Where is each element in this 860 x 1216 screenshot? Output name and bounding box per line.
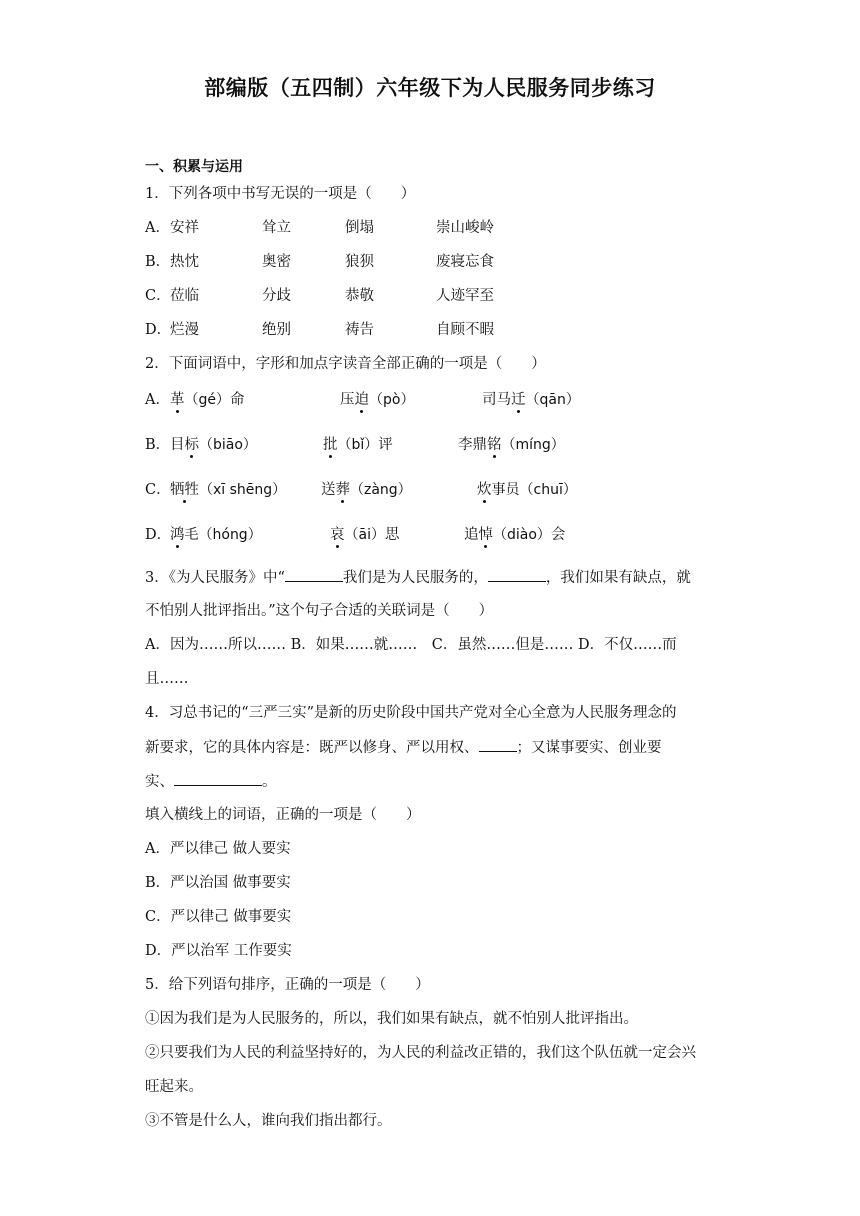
dotted-character: 批 (323, 437, 338, 453)
page-title: 部编版（五四制）六年级下为人民服务同步练习 (204, 76, 656, 100)
dotted-character: 铭 (487, 437, 502, 453)
fill-blank (285, 567, 343, 582)
option-word: 祷告 (345, 322, 374, 338)
pinyin-item: 李鼎铭（míng） (458, 437, 565, 453)
option-word: 热忱 (170, 254, 199, 270)
option-word: 奥密 (262, 254, 291, 270)
option-label: C． (145, 288, 171, 304)
question-5-sentence-2: ②只要我们为人民的利益坚持好的，为人民的利益改正错的，我们这个队伍就一定会兴 (145, 1045, 696, 1061)
question-4-option-b: B．严以治国 做事要实 (145, 875, 291, 891)
dotted-character: 鸿 (170, 527, 185, 543)
option-word: 狼狈 (345, 254, 374, 270)
option-word: 莅临 (170, 288, 199, 304)
dotted-character: 哀 (330, 527, 345, 543)
question-5-stem: 5．给下列语句排序，正确的一项是（ ） (145, 977, 430, 993)
dotted-character: 炊 (477, 482, 492, 498)
option-word: 安祥 (170, 220, 199, 236)
option-label: C． (145, 482, 171, 498)
option-word: 崇山峻岭 (436, 220, 494, 236)
pinyin-item: 鸿毛（hóng） (170, 527, 262, 543)
question-1-stem: 1．下列各项中书写无误的一项是（ ） (145, 186, 416, 202)
option-word: 分歧 (262, 288, 291, 304)
pinyin-item: 炊事员（chuī） (477, 482, 577, 498)
question-4-prompt: 填入横线上的词语，正确的一项是（ ） (145, 807, 421, 823)
dotted-character: 悼 (478, 527, 493, 543)
question-3-options-cont: 且…… (145, 671, 189, 687)
fill-blank (174, 771, 262, 786)
dotted-character: 葬 (335, 482, 350, 498)
pinyin-item: 革（gé）命 (170, 392, 245, 408)
pinyin-item: 追悼（diào）会 (464, 527, 566, 543)
option-label: A． (145, 220, 170, 236)
fill-blank (479, 737, 517, 752)
question-4-option-d: D．严以治军 工作要实 (145, 943, 292, 959)
question-5-sentence-1: ①因为我们是为人民服务的，所以，我们如果有缺点，就不怕别人批评指出。 (145, 1011, 638, 1027)
question-4-line-1: 4．习总书记的“三严三实”是新的历史阶段中国共产党对全心全意为人民服务理念的 (145, 705, 677, 721)
question-5-sentence-3: ③不管是什么人，谁向我们指出都行。 (145, 1113, 392, 1129)
question-5-sentence-2-cont: 旺起来。 (145, 1079, 203, 1095)
question-4-option-a: A．严以律己 做人要实 (145, 841, 291, 857)
option-word: 倒塌 (345, 220, 374, 236)
fill-blank (488, 567, 546, 582)
option-label: A． (145, 392, 170, 408)
pinyin-item: 哀（āi）思 (330, 527, 400, 543)
question-4-line-2: 新要求，它的具体内容是：既严以修身、严以用权、 ；又谋事要实、创业要 (145, 737, 662, 758)
pinyin-item: 牺牲（xī shēng） (170, 482, 287, 498)
dotted-character: 迫 (354, 392, 369, 408)
dotted-character: 迁 (511, 392, 526, 408)
section-heading: 一、积累与运用 (145, 159, 243, 175)
option-label: D． (145, 527, 172, 543)
pinyin-item: 批（bǐ）评 (323, 437, 393, 453)
option-word: 自顾不暇 (436, 322, 494, 338)
question-3-line-2: 不怕别人批评指出。”这个句子合适的关联词是（ ） (145, 603, 494, 619)
pinyin-item: 压迫（pò） (340, 392, 415, 408)
option-label: D． (145, 322, 172, 338)
dotted-character: 革 (170, 392, 185, 408)
option-word: 恭敬 (345, 288, 374, 304)
question-4-line-3: 实、 。 (145, 771, 277, 792)
option-label: B． (145, 437, 171, 453)
dotted-character: 标 (184, 437, 199, 453)
question-3-line-1: 3．《为人民服务》中“ 我们是为人民服务的， ，我们如果有缺点，就 (145, 567, 691, 588)
question-3-options: A．因为……所以…… B．如果……就…… C．虽然……但是…… D．不仅……而 (145, 637, 677, 653)
option-word: 绝别 (262, 322, 291, 338)
question-4-option-c: C．严以律己 做事要实 (145, 909, 292, 925)
option-label: B． (145, 254, 171, 270)
option-word: 废寝忘食 (436, 254, 494, 270)
option-word: 人迹罕至 (436, 288, 494, 304)
option-word: 耸立 (262, 220, 291, 236)
dotted-character: 牺牲 (170, 482, 199, 498)
pinyin-item: 送葬（zàng） (321, 482, 412, 498)
question-2-stem: 2．下面词语中，字形和加点字读音全部正确的一项是（ ） (145, 356, 546, 372)
pinyin-item: 目标（biāo） (170, 437, 257, 453)
option-word: 烂漫 (170, 322, 199, 338)
pinyin-item: 司马迁（qān） (482, 392, 580, 408)
